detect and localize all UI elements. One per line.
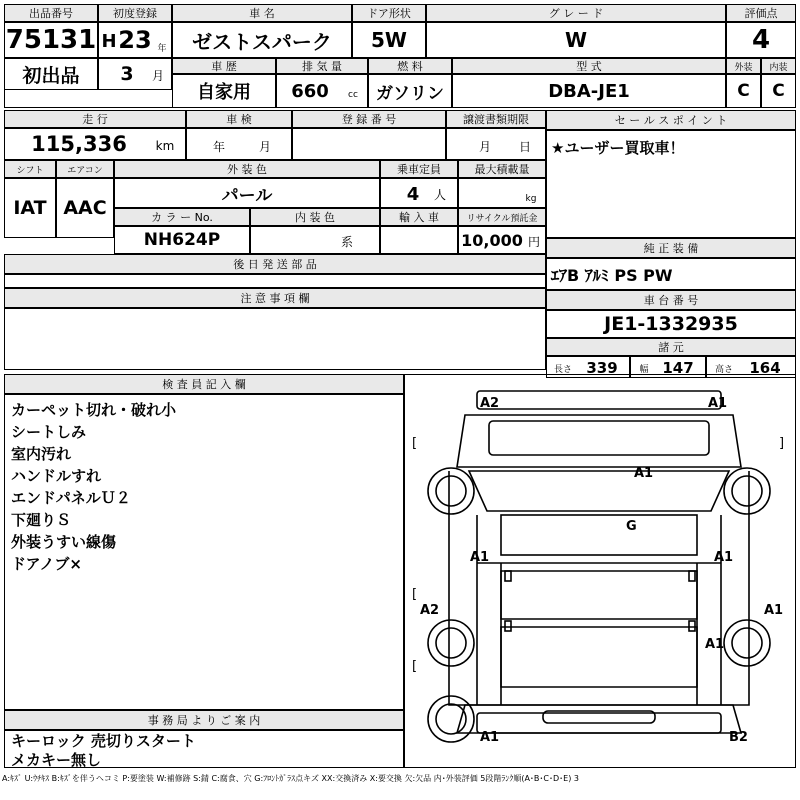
max-load-label: 最大積載量 (458, 160, 546, 178)
bracket-mark: [ (412, 587, 418, 602)
registration-number-value (292, 128, 446, 160)
transfer-deadline-cell (446, 128, 546, 160)
model-code-value: DBA-JE1 (452, 74, 726, 108)
seats-cell (380, 178, 458, 208)
recycle-fee-label: リサイクル預託金 (458, 208, 546, 226)
equipment-value: ｴｱB ｱﾙﾐ PS PW (546, 258, 796, 290)
first-registration-month-cell (98, 58, 172, 90)
chassis-number-label: 車 台 番 号 (546, 290, 796, 310)
model-code-label: 型 式 (452, 58, 726, 74)
equipment-label: 純 正 装 備 (546, 238, 796, 258)
inspector-note-line: エンドパネルＵ２ (11, 489, 131, 507)
dimensions-label: 諸 元 (546, 338, 796, 356)
shift-label: シフト (4, 160, 56, 178)
seats-unit: 人 (433, 187, 446, 202)
recycle-fee-cell (458, 226, 546, 254)
import-label: 輸 入 車 (380, 208, 458, 226)
grade-label: グ レ ー ド (426, 4, 726, 22)
color-number-value: NH624P (114, 226, 250, 254)
later-parts-value (4, 274, 546, 288)
bracket-mark: [ (412, 436, 418, 451)
sales-point-value: ★ユーザー買取車！ (546, 130, 796, 238)
history-label: 車 歴 (172, 58, 276, 74)
shift-value: IAT (4, 178, 56, 238)
damage-mark: A1 (714, 550, 734, 565)
car-name-label: 車 名 (172, 4, 352, 22)
inspector-notes-list (11, 399, 176, 575)
damage-mark: A1 (480, 730, 500, 745)
lot-number-label: 出品番号 (4, 4, 98, 22)
seats-label: 乗車定員 (380, 160, 458, 178)
width-value: 147 (662, 359, 694, 377)
history-value: 自家用 (172, 74, 276, 108)
damage-mark: A1 (470, 550, 490, 565)
exterior-grade-value: C (726, 74, 761, 108)
inspector-note-line: 下廻りＳ (11, 511, 72, 529)
recycle-fee-unit: 円 (527, 234, 540, 249)
interior-color-cell (250, 226, 380, 254)
chassis-number-value: JE1-1332935 (546, 310, 796, 338)
caution-label: 注 意 事 項 欄 (4, 288, 546, 308)
bracket-mark: ] (779, 436, 785, 451)
first-registration-label: 初度登録 (98, 4, 172, 22)
caution-value (4, 308, 546, 370)
mileage-label: 走 行 (4, 110, 186, 128)
damage-mark: A2 (480, 396, 500, 411)
inspector-note-line: 室内汚れ (11, 445, 72, 463)
first-registration-month: 3 (120, 63, 134, 85)
height-value: 164 (749, 359, 781, 377)
shaken-cell (186, 128, 292, 160)
lot-number-value: 75131 (4, 22, 98, 58)
score-label: 評価点 (726, 4, 796, 22)
legend-footer: A:ｷｽﾞ U:ｳﾁｷｽ B:ｷｽﾞを伴うヘコミ P:要塗装 W:補修跡 S:錆 C:腐食、穴 G:ﾌﾛﾝﾄｶﾞﾗｽ点キズ XX:交換済み X:要交換 欠:欠品 内･外装評価 5段階ﾗﾝｸ順(A･B･C･D･E) 3 (2, 774, 579, 783)
transfer-month-unit: 月 (478, 139, 491, 154)
exterior-color-value: パール (114, 178, 380, 208)
inspector-notes-label: 検 査 員 記 入 欄 (4, 374, 404, 394)
mileage-value: 115,336 (31, 132, 127, 156)
office-notice-line: メカキー無し (11, 751, 102, 769)
first-exhibit-badge: 初出品 (4, 58, 98, 90)
fuel-label: 燃 料 (368, 58, 452, 74)
door-shape-label: ドア形状 (352, 4, 426, 22)
import-value (380, 226, 458, 254)
interior-color-value: 系 (340, 234, 353, 249)
mileage-unit: km (155, 139, 175, 153)
grade-value: W (426, 22, 726, 58)
fuel-value: ガソリン (368, 74, 452, 108)
car-damage-diagram (404, 374, 796, 768)
inspector-note-line: シートしみ (11, 423, 87, 441)
office-notice-area (4, 730, 404, 768)
first-registration-month-unit: 月 (151, 68, 164, 83)
damage-mark: B2 (729, 730, 748, 745)
office-notice-label: 事 務 局 よ り ご 案 内 (4, 710, 404, 730)
damage-mark: A1 (634, 466, 654, 481)
interior-grade-label: 内装 (761, 58, 796, 74)
office-notice-list (11, 732, 196, 770)
damage-mark: G (626, 519, 637, 534)
office-notice-line: キーロック 売切りスタート (11, 732, 196, 750)
aircon-value: AAC (56, 178, 114, 238)
displacement-unit: cc (348, 90, 358, 100)
inspector-note-line: 外装うすい線傷 (11, 533, 117, 551)
damage-mark: A1 (764, 603, 784, 618)
first-registration-value (98, 22, 172, 58)
interior-grade-value: C (761, 74, 796, 108)
sales-point-label: セ ー ル ス ポ イ ン ト (546, 110, 796, 130)
seats-value: 4 (406, 183, 420, 205)
displacement-cell (276, 74, 368, 108)
max-load-unit: kg (525, 194, 537, 204)
inspector-note-line: ドアノブ× (11, 555, 82, 573)
inspector-notes-area (4, 394, 404, 710)
first-registration-year: 23 (118, 26, 152, 54)
first-registration-year-unit: 年 (157, 43, 167, 54)
transfer-day-unit: 日 (518, 139, 531, 154)
damage-mark: A1 (705, 637, 725, 652)
width-label: 幅 (639, 364, 649, 375)
length-value: 339 (586, 359, 618, 377)
shaken-label: 車 検 (186, 110, 292, 128)
height-label: 高さ (714, 364, 733, 375)
exterior-grade-label: 外装 (726, 58, 761, 74)
max-load-cell (458, 178, 546, 208)
length-label: 長さ (553, 364, 572, 375)
registration-number-label: 登 録 番 号 (292, 110, 446, 128)
aircon-label: エアコン (56, 160, 114, 178)
transfer-deadline-label: 譲渡書類期限 (446, 110, 546, 128)
recycle-fee-value: 10,000 (461, 230, 523, 250)
bracket-mark: [ (412, 659, 418, 674)
color-number-label: カ ラ ー No. (114, 208, 250, 226)
inspector-note-line: ハンドルすれ (11, 467, 102, 485)
displacement-label: 排 気 量 (276, 58, 368, 74)
exterior-color-label: 外 装 色 (114, 160, 380, 178)
score-value: 4 (726, 22, 796, 58)
damage-mark: A2 (420, 603, 440, 618)
shaken-year-unit: 年 (212, 139, 225, 154)
car-name-value: ゼストスパーク (172, 22, 352, 58)
first-registration-era: H (101, 30, 117, 52)
displacement-value: 660 (291, 80, 329, 102)
car-outline-svg (405, 375, 795, 767)
shaken-month-unit: 月 (258, 139, 271, 154)
mileage-cell (4, 128, 186, 160)
later-parts-label: 後 日 発 送 部 品 (4, 254, 546, 274)
damage-mark: A1 (708, 396, 728, 411)
interior-color-label: 内 装 色 (250, 208, 380, 226)
door-shape-value: 5W (352, 22, 426, 58)
inspector-note-line: カーペット切れ・破れ小 (11, 401, 177, 419)
